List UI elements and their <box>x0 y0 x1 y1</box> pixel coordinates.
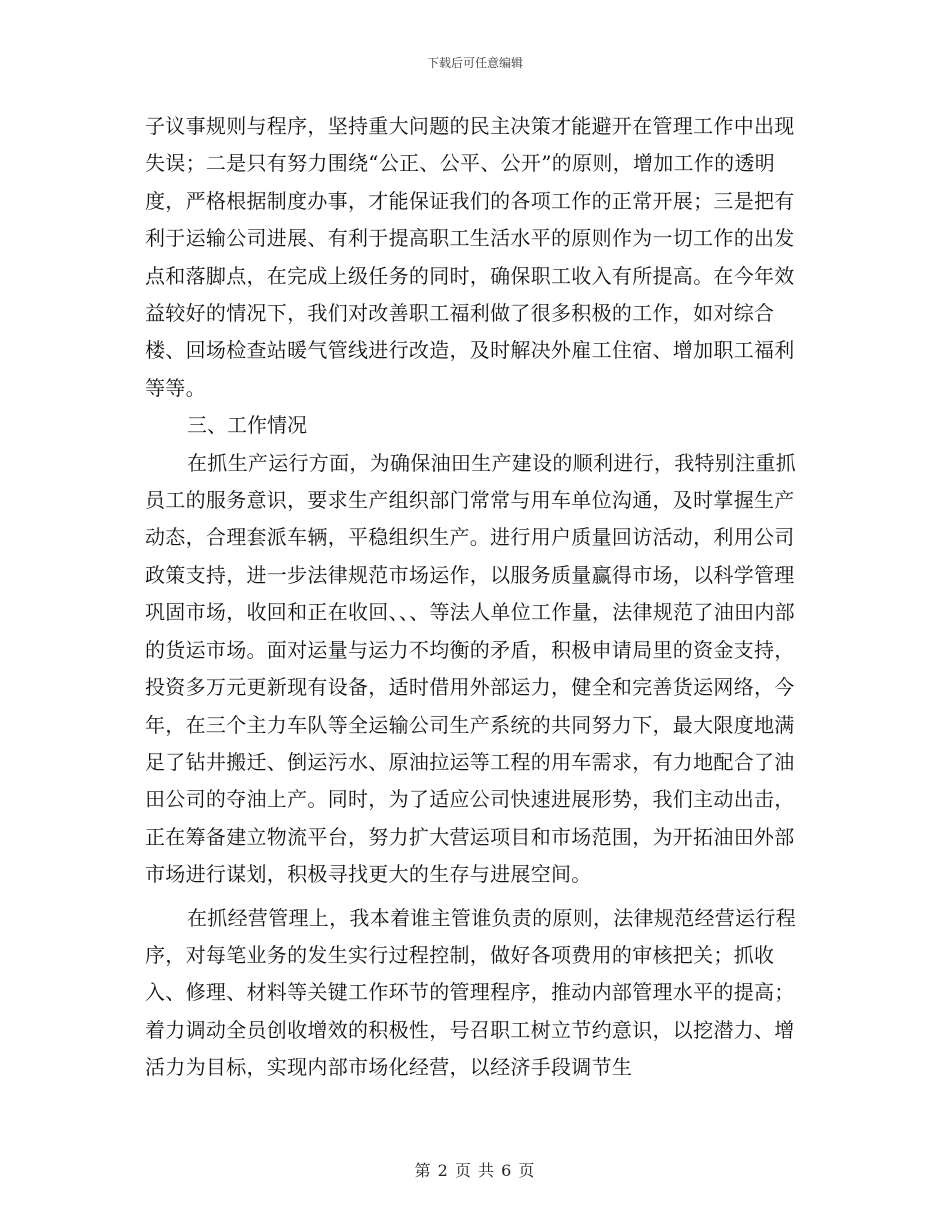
page-number: 第 2 页 共 6 页 <box>414 1161 536 1180</box>
paragraph-production: 在抓生产运行方面，为确保油田生产建设的顺利进行，我特别注重抓员工的服务意识，要求生产组织部门常常与用车单位沟通，及时掌握生产动态，合理套派车辆，平稳组织生产。进行用户质量回访活动，利用公司政策支持，进一步法律规范市场运作，以服务质量赢得市场，以科学管理巩固市场，收回和正在收回、、、等法人单位工作量，法律规范了油田内部的货运市场。面对运量与运力不均衡的矛盾，积极申请局里的资金支持，投资多万元更新现有设备，适时借用外部运力，健全和完善货运网络，今年，在三个主力车队等全运输公司生产系统的共同努力下，最大限度地满足了钻井搬迁、倒运污水、原油拉运等工程的用车需求，有力地配合了油田公司的夺油上产。同时，为了适应公司快速进展形势，我们主动出击，正在筹备建立物流平台，努力扩大营运项目和市场范围，为开拓油田外部市场进行谋划，积极寻找更大的生存与进展空间。 <box>145 450 796 887</box>
document-body <box>145 108 805 1087</box>
paragraph-continuation: 子议事规则与程序，坚持重大问题的民主决策才能避开在管理工作中出现失误；二是只有努力围绕“公正、公平、公开”的原则，增加工作的透明度，严格根据制度办事，才能保证我们的各项工作的正常开展；三是把有利于运输公司进展、有利于提高职工生活水平的原则作为一切工作的出发点和落脚点，在完成上级任务的同时，确保职工收入有所提高。在今年效益较好的情况下，我们对改善职工福利做了很多积极的工作，如对综合楼、回场检查站暖气管线进行改造，及时解决外雇工住宿、增加职工福利等等。 <box>145 114 795 400</box>
section-heading: 三、工作情况 <box>187 413 307 438</box>
page-header: 下载后可任意编辑 <box>426 56 523 70</box>
paragraph-management: 在抓经营管理上，我本着谁主管谁负责的原则，法律规范经营运行程序，对每笔业务的发生实行过程控制，做好各项费用的审核把关；抓收入、修理、材料等关键工作环节的管理程序，推动内部管理水平的提高；着力调动全员创收增效的积极性，号召职工树立节约意识，以挖潜力、增活力为目标，实现内部市场化经营，以经济手段调节生 <box>145 905 796 1080</box>
